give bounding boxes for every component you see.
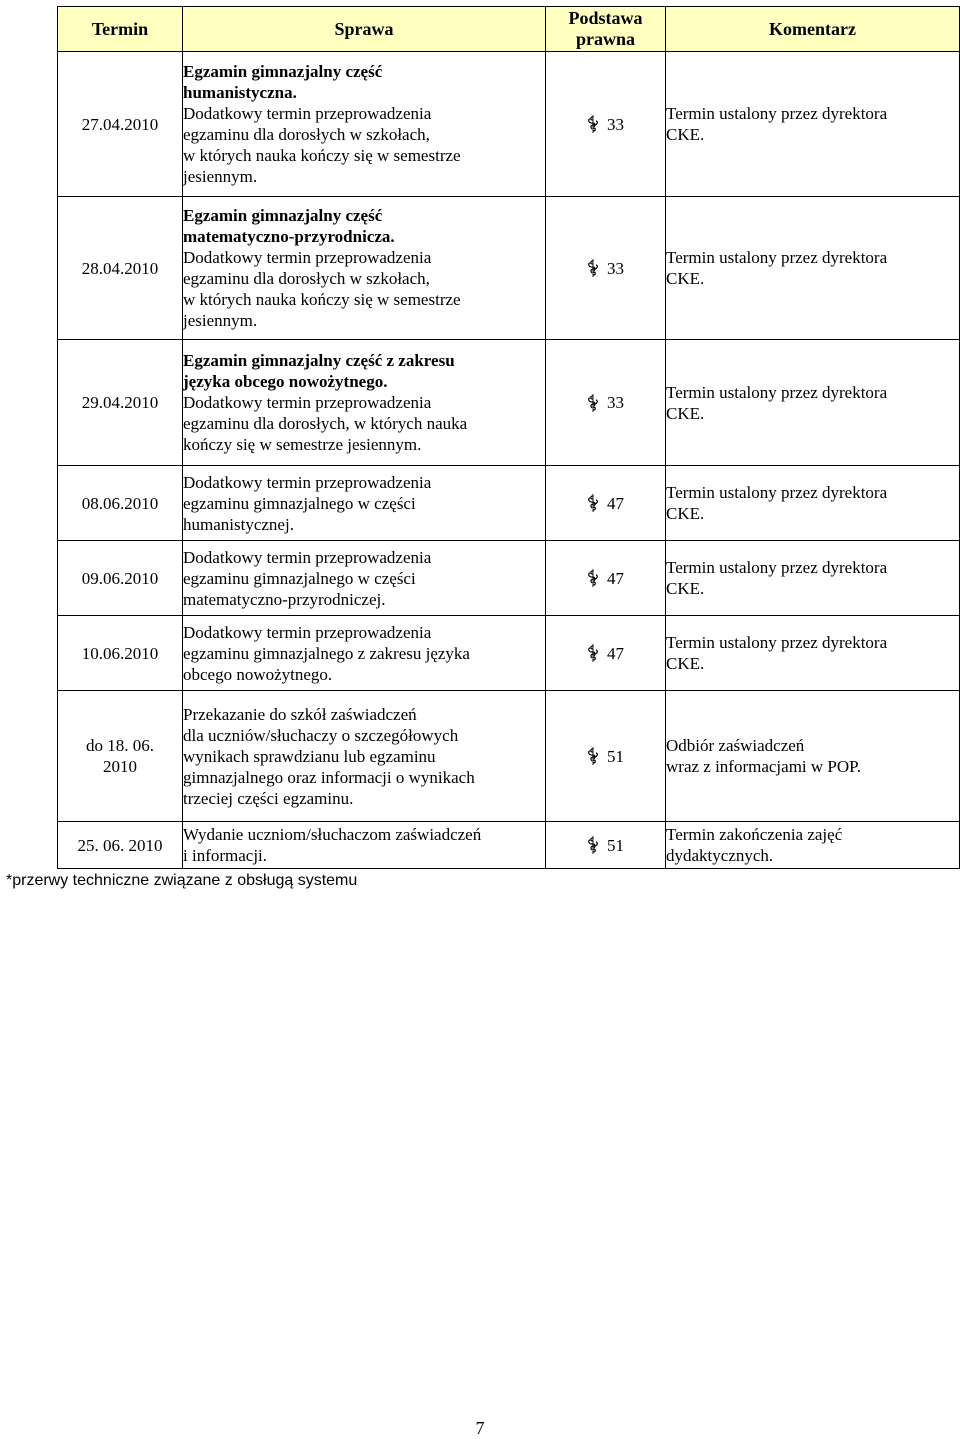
section-sign-icon xyxy=(587,114,599,134)
row-basis-number: 33 xyxy=(607,258,624,278)
row-case-line: egzaminu gimnazjalnego z zakresu języka xyxy=(183,643,470,663)
footnote: *przerwy techniczne związane z obsługą systemu xyxy=(6,872,358,889)
row-case-line: kończy się w semestrze jesiennym. xyxy=(183,435,422,454)
row-comment-cell xyxy=(666,822,960,869)
row-case-cell xyxy=(183,616,546,691)
row-basis-cell xyxy=(546,691,666,822)
table-body xyxy=(58,52,960,869)
row-case-bold-line: humanistyczna. xyxy=(183,83,297,102)
row-basis-number: 51 xyxy=(607,835,624,855)
table-row xyxy=(58,822,960,869)
row-case-line: wynikach sprawdzianu lub egzaminu xyxy=(183,746,436,766)
row-date-cell xyxy=(58,197,183,340)
row-comment-line: Termin ustalony przez dyrektora xyxy=(666,483,888,502)
row-basis-cell xyxy=(546,466,666,541)
row-case-bold-line: matematyczno-przyrodnicza. xyxy=(183,227,395,246)
page-number: 7 xyxy=(475,1418,485,1438)
header-komentarz: Komentarz xyxy=(666,7,960,52)
row-comment-cell xyxy=(666,466,960,541)
row-basis-number: 47 xyxy=(607,643,624,663)
row-case-line: dla uczniów/słuchaczy o szczegółowych xyxy=(183,725,459,745)
row-date: 27.04.2010 xyxy=(81,114,159,134)
row-comment-line: Termin ustalony przez dyrektora xyxy=(666,382,888,402)
row-case-cell xyxy=(183,466,546,541)
row-case-line: w których nauka kończy się w semestrze xyxy=(183,290,461,309)
row-basis xyxy=(546,114,665,135)
row-case-cell xyxy=(183,197,546,340)
section-sign-icon xyxy=(587,746,599,766)
row-basis-number: 33 xyxy=(607,114,624,134)
row-basis xyxy=(546,568,665,589)
row-date: 09.06.2010 xyxy=(81,568,159,588)
row-basis-cell xyxy=(546,541,666,616)
row-comment-cell xyxy=(666,616,960,691)
row-case-line: matematyczno-przyrodniczej. xyxy=(183,589,386,609)
section-sign-icon xyxy=(587,493,599,513)
row-case-line: Dodatkowy termin przeprowadzenia xyxy=(183,104,432,123)
row-date: 25. 06. 2010 xyxy=(77,835,163,855)
header-podstawa-line2: prawna xyxy=(575,29,635,49)
section-sign-icon xyxy=(587,568,599,588)
row-comment-cell xyxy=(666,691,960,822)
row-date-cell xyxy=(58,466,183,541)
row-comment-line: CKE. xyxy=(666,403,705,423)
row-basis-cell xyxy=(546,52,666,197)
row-basis-cell xyxy=(546,197,666,340)
row-basis-number: 47 xyxy=(607,568,624,588)
row-case-line: humanistycznej. xyxy=(183,514,294,534)
row-case-bold-line: Egzamin gimnazjalny część xyxy=(183,206,383,225)
row-case-line: jesiennym. xyxy=(183,167,258,186)
row-comment-line: dydaktycznych. xyxy=(666,846,774,865)
row-case-line: i informacji. xyxy=(183,846,268,865)
row-comment-cell xyxy=(666,340,960,466)
table-row xyxy=(58,691,960,822)
row-case-line: Dodatkowy termin przeprowadzenia xyxy=(183,472,432,492)
row-comment-line: CKE. xyxy=(666,125,705,144)
row-case-line: egzaminu gimnazjalnego w części xyxy=(183,568,416,588)
row-comment-cell xyxy=(666,541,960,616)
row-basis-number: 47 xyxy=(607,493,624,513)
row-comment-line: CKE. xyxy=(666,579,705,598)
row-case-line: gimnazjalnego oraz informacji o wynikach xyxy=(183,767,475,787)
row-comment-line: Termin ustalony przez dyrektora xyxy=(666,558,888,577)
row-case-cell xyxy=(183,541,546,616)
row-basis xyxy=(546,643,665,664)
table-row xyxy=(58,541,960,616)
row-comment-line: CKE. xyxy=(666,504,705,523)
row-basis xyxy=(546,392,665,413)
row-date-cell xyxy=(58,691,183,822)
row-basis-cell xyxy=(546,616,666,691)
row-comment-cell xyxy=(666,197,960,340)
row-comment-line: CKE. xyxy=(666,269,705,288)
row-case-line: w których nauka kończy się w semestrze xyxy=(183,146,461,165)
row-case-cell xyxy=(183,691,546,822)
row-case-cell xyxy=(183,52,546,197)
row-basis-number: 33 xyxy=(607,393,624,412)
table-row xyxy=(58,52,960,197)
row-basis xyxy=(546,493,665,514)
table-row xyxy=(58,466,960,541)
row-date-line: do 18. 06. xyxy=(86,736,154,755)
row-comment-line: wraz z informacjami w POP. xyxy=(666,757,861,776)
table-row xyxy=(58,340,960,466)
row-case-line: jesiennym. xyxy=(183,311,258,330)
header-termin: Termin xyxy=(58,7,183,52)
row-comment-line: Termin ustalony przez dyrektora xyxy=(666,633,888,652)
row-date: 29.04.2010 xyxy=(81,393,159,412)
row-comment-line: Termin ustalony przez dyrektora xyxy=(666,104,888,123)
header-row xyxy=(58,7,960,52)
row-basis-number: 51 xyxy=(607,746,624,766)
row-comment-line: CKE. xyxy=(666,654,705,673)
row-case-line: egzaminu gimnazjalnego w części xyxy=(183,493,416,513)
row-comment-line: Termin zakończenia zajęć xyxy=(666,825,843,844)
row-case-line: egzaminu dla dorosłych w szkołach, xyxy=(183,125,430,144)
row-basis-cell xyxy=(546,822,666,869)
row-case-line: Wydanie uczniom/słuchaczom zaświadczeń xyxy=(183,825,482,844)
row-case-line: obcego nowożytnego. xyxy=(183,664,333,684)
row-date-cell xyxy=(58,616,183,691)
row-comment-line: Termin ustalony przez dyrektora xyxy=(666,248,888,267)
header-podstawa-line1: Podstawa xyxy=(568,8,643,28)
section-sign-icon xyxy=(587,643,599,663)
row-date-cell xyxy=(58,822,183,869)
schedule-table xyxy=(57,6,960,869)
row-case-line: egzaminu dla dorosłych, w których nauka xyxy=(183,414,468,433)
row-date-cell xyxy=(58,52,183,197)
row-case-bold-line: języka obcego nowożytnego. xyxy=(183,372,388,391)
row-date: 08.06.2010 xyxy=(81,493,159,513)
row-case-line: Dodatkowy termin przeprowadzenia xyxy=(183,393,432,412)
row-case-line: Dodatkowy termin przeprowadzenia xyxy=(183,248,432,267)
row-case-bold-line: Egzamin gimnazjalny część z zakresu xyxy=(183,351,455,370)
section-sign-icon xyxy=(587,258,599,278)
section-sign-icon xyxy=(587,393,599,413)
row-case-cell xyxy=(183,340,546,466)
table-row xyxy=(58,197,960,340)
row-case-line: trzeciej części egzaminu. xyxy=(183,788,354,808)
row-basis xyxy=(546,258,665,279)
row-date: 10.06.2010 xyxy=(81,643,159,663)
row-basis xyxy=(546,835,665,856)
table-row xyxy=(58,616,960,691)
row-case-cell xyxy=(183,822,546,869)
row-case-line: Przekazanie do szkół zaświadczeń xyxy=(183,704,417,724)
row-case-line: Dodatkowy termin przeprowadzenia xyxy=(183,547,432,567)
row-case-line: Dodatkowy termin przeprowadzenia xyxy=(183,622,432,642)
row-basis-cell xyxy=(546,340,666,466)
section-sign-icon xyxy=(587,835,599,855)
row-date-line: 2010 xyxy=(103,757,137,776)
row-date: 28.04.2010 xyxy=(81,258,159,278)
row-case-bold-line: Egzamin gimnazjalny część xyxy=(183,62,383,81)
header-sprawa: Sprawa xyxy=(183,7,546,52)
row-case-line: egzaminu dla dorosłych w szkołach, xyxy=(183,269,430,288)
row-comment-line: Odbiór zaświadczeń xyxy=(666,736,805,755)
row-basis xyxy=(546,746,665,767)
row-date-cell xyxy=(58,541,183,616)
header-podstawa xyxy=(546,7,666,52)
row-date-cell xyxy=(58,340,183,466)
row-comment-cell xyxy=(666,52,960,197)
